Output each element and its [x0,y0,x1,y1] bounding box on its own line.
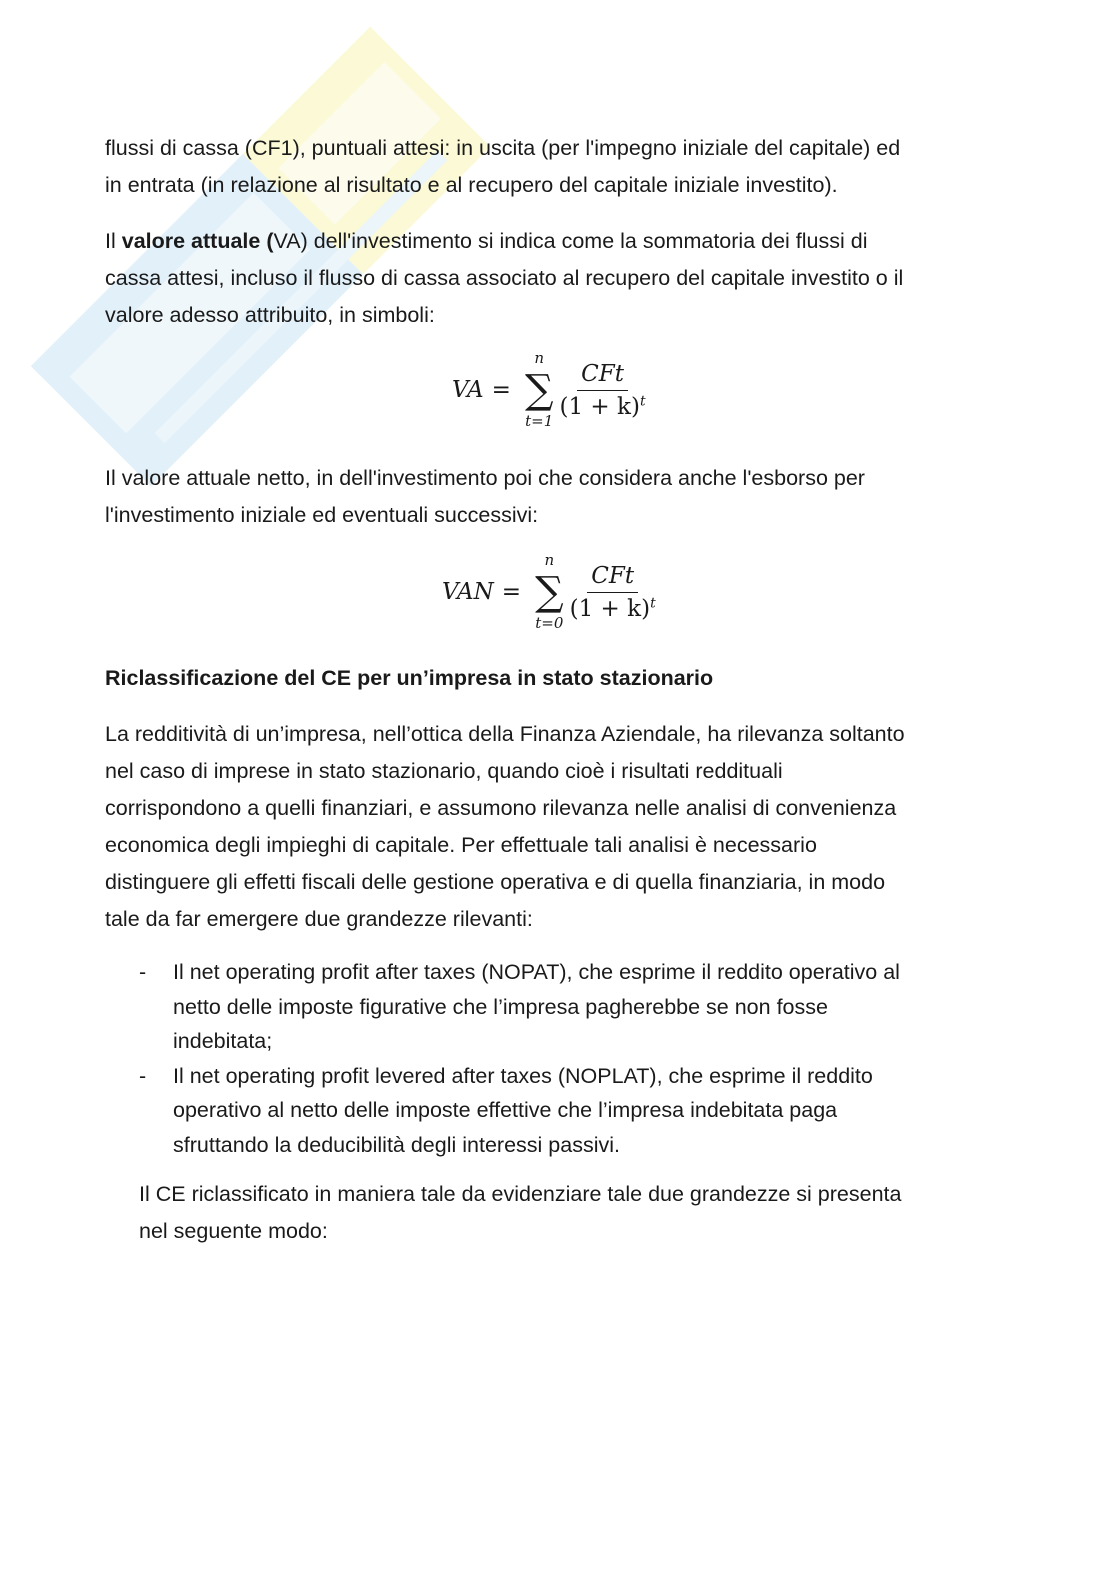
text-line: l'investimento iniziale ed eventuali successivi: [105,503,539,527]
paragraph-cash-flows [105,130,900,204]
denominator-base: (1 + k) [559,393,640,420]
paragraph-redditivita [105,716,905,938]
paragraph-ce-riclassificato [139,1176,901,1250]
paragraph-valore-attuale [105,223,903,334]
sum-lower-limit: t=0 [535,614,564,632]
denominator-base: (1 + k) [569,595,651,622]
sum-upper-limit: n [544,551,555,569]
text-line: valore adesso attribuito, in simboli: [105,303,435,327]
text-line: flussi di cassa (CF1), puntuali attesi: in uscita (per l'impegno iniziale del capitale) ed [105,136,901,160]
equals-sign: = [491,377,511,403]
bullet-marker: - [139,960,147,984]
text-line: sfruttando la deducibilità degli interessi passivi. [173,1132,620,1157]
text-line: in entrata (in relazione al risultato e al recupero del capitale iniziale investito). [105,173,838,197]
sigma-icon: ∑ [535,569,564,615]
text-line: corrispondono a quelli finanziari, e assumono rilevanza nelle analisi di convenienza [105,796,897,820]
text-line: Il valore attuale netto, in dell'investimento poi che considera anche l'esborso per [105,466,865,490]
text-line: distinguere gli effetti fiscali delle gestione operativa e di quella finanziaria, in modo [105,870,886,894]
heading-text: Riclassificazione del CE per un’impresa in stato stazionario [105,666,714,690]
sigma-icon: ∑ [524,367,554,413]
text: VA) dell'investimento si indica come la sommatoria dei flussi di [273,229,868,253]
bullet-marker: - [139,1063,147,1088]
formula-va [452,350,646,430]
fraction [560,360,646,421]
text-line: indebitata; [173,1029,273,1053]
text-line: nel seguente modo: [139,1219,328,1243]
equals-sign: = [501,579,522,605]
text: Il [105,229,122,253]
list-item-nopat [139,955,900,1059]
formula-lhs: VA [452,377,484,403]
text-line: operativo al netto delle imposte effettive che l’impresa indebitata paga [173,1098,838,1122]
summation [525,350,554,430]
sum-lower-limit: t=1 [525,412,554,430]
text-line: Il net operating profit levered after taxes (NOPLAT), che esprime il reddito [173,1063,873,1088]
exponent: t [650,594,656,611]
formula-lhs: VAN [442,579,494,605]
text-line [105,223,903,260]
text-line: tale da far emergere due grandezze rilevanti: [105,907,533,931]
section-heading [105,660,713,697]
list-item-noplat [139,1059,900,1163]
denominator [560,391,646,421]
bold-term: valore attuale ( [121,229,274,253]
sum-upper-limit: n [534,349,545,367]
text-line: economica degli impieghi di capitale. Per effettuale tali analisi è necessario [105,833,817,857]
bullet-list [139,955,900,1162]
text-line: netto delle imposte figurative che l’impresa pagherebbe se non fosse [173,994,828,1019]
text-line: Il net operating profit after taxes (NOPAT), che esprime il reddito operativo al [173,960,900,984]
numerator: CFt [577,360,628,391]
paragraph-van [105,460,865,534]
numerator: CFt [587,562,638,593]
exponent: t [639,392,646,409]
fraction [570,562,656,623]
text-line: cassa attesi, incluso il flusso di cassa associato al recupero del capitale investito o il [105,266,904,290]
formula-van [442,552,656,632]
summation [535,552,564,632]
text-line: La redditività di un’impresa, nell’ottica della Finanza Aziendale, ha rilevanza soltanto [105,722,905,746]
text-line: Il CE riclassificato in maniera tale da evidenziare tale due grandezze si presenta [139,1182,902,1206]
text-line: nel caso di imprese in stato stazionario, quando cioè i risultati reddituali [105,759,783,783]
denominator [570,593,656,623]
